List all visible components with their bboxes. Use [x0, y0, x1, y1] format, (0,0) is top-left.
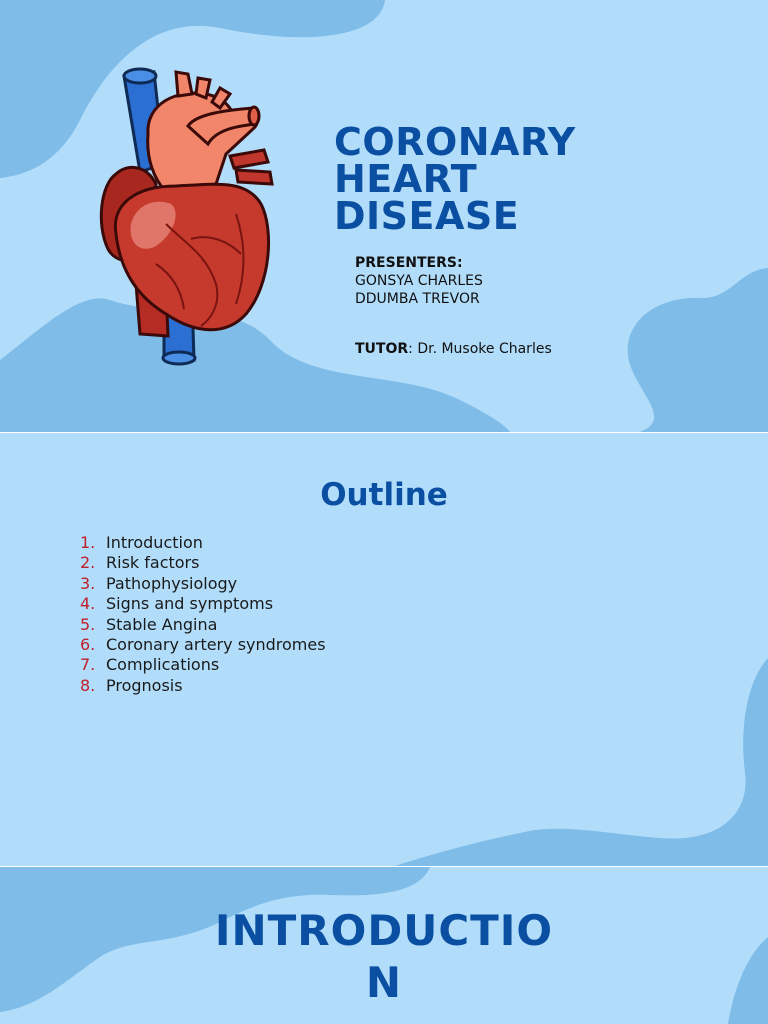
list-label: Stable Angina: [106, 614, 218, 634]
presenters-label: PRESENTERS:: [355, 255, 463, 271]
presenter-name-2: DDUMBA TREVOR: [355, 291, 480, 307]
list-number: 4.: [80, 594, 96, 614]
outline-slide: [0, 433, 768, 866]
list-label: Prognosis: [106, 675, 183, 695]
title-line-1: CORONARY: [334, 120, 576, 164]
list-item: [80, 676, 326, 696]
introduction-title: [0, 905, 768, 1009]
list-label: Complications: [106, 655, 220, 675]
tutor-name: : Dr. Musoke Charles: [408, 341, 552, 357]
list-label: Introduction: [106, 533, 203, 552]
title-line-2: HEART: [334, 157, 478, 201]
list-label: Pathophysiology: [106, 573, 238, 593]
title-line-3: DISEASE: [334, 194, 520, 238]
slide-title: [334, 120, 576, 238]
list-number: 7.: [80, 655, 96, 675]
outline-list: [80, 533, 326, 696]
list-item: [80, 574, 326, 594]
presenters-block: [355, 254, 483, 308]
list-label: Risk factors: [106, 553, 200, 573]
list-number: 5.: [80, 614, 96, 634]
list-number: 8.: [80, 675, 96, 695]
list-number: 1.: [80, 533, 96, 552]
list-item: [80, 615, 326, 635]
list-item: [80, 594, 326, 614]
list-number: 3.: [80, 573, 96, 593]
intro-title-line-1: INTRODUCTIO: [214, 906, 554, 955]
list-item: [80, 635, 326, 655]
tutor-label: TUTOR: [355, 341, 409, 357]
list-number: 6.: [80, 635, 96, 655]
intro-title-line-2: N: [365, 958, 403, 1007]
outline-title: Outline: [320, 477, 448, 513]
presenter-name-1: GONSYA CHARLES: [355, 273, 483, 289]
list-number: 2.: [80, 553, 96, 573]
list-label: Coronary artery syndromes: [106, 635, 326, 655]
introduction-slide: [0, 867, 768, 1024]
list-item: [80, 533, 326, 553]
anatomical-heart-icon: [96, 64, 280, 368]
list-item: [80, 655, 326, 675]
title-slide: [0, 0, 768, 432]
list-label: Signs and symptoms: [106, 594, 274, 614]
title-block: [334, 120, 576, 238]
tutor-line: [355, 341, 552, 357]
list-item: [80, 553, 326, 573]
